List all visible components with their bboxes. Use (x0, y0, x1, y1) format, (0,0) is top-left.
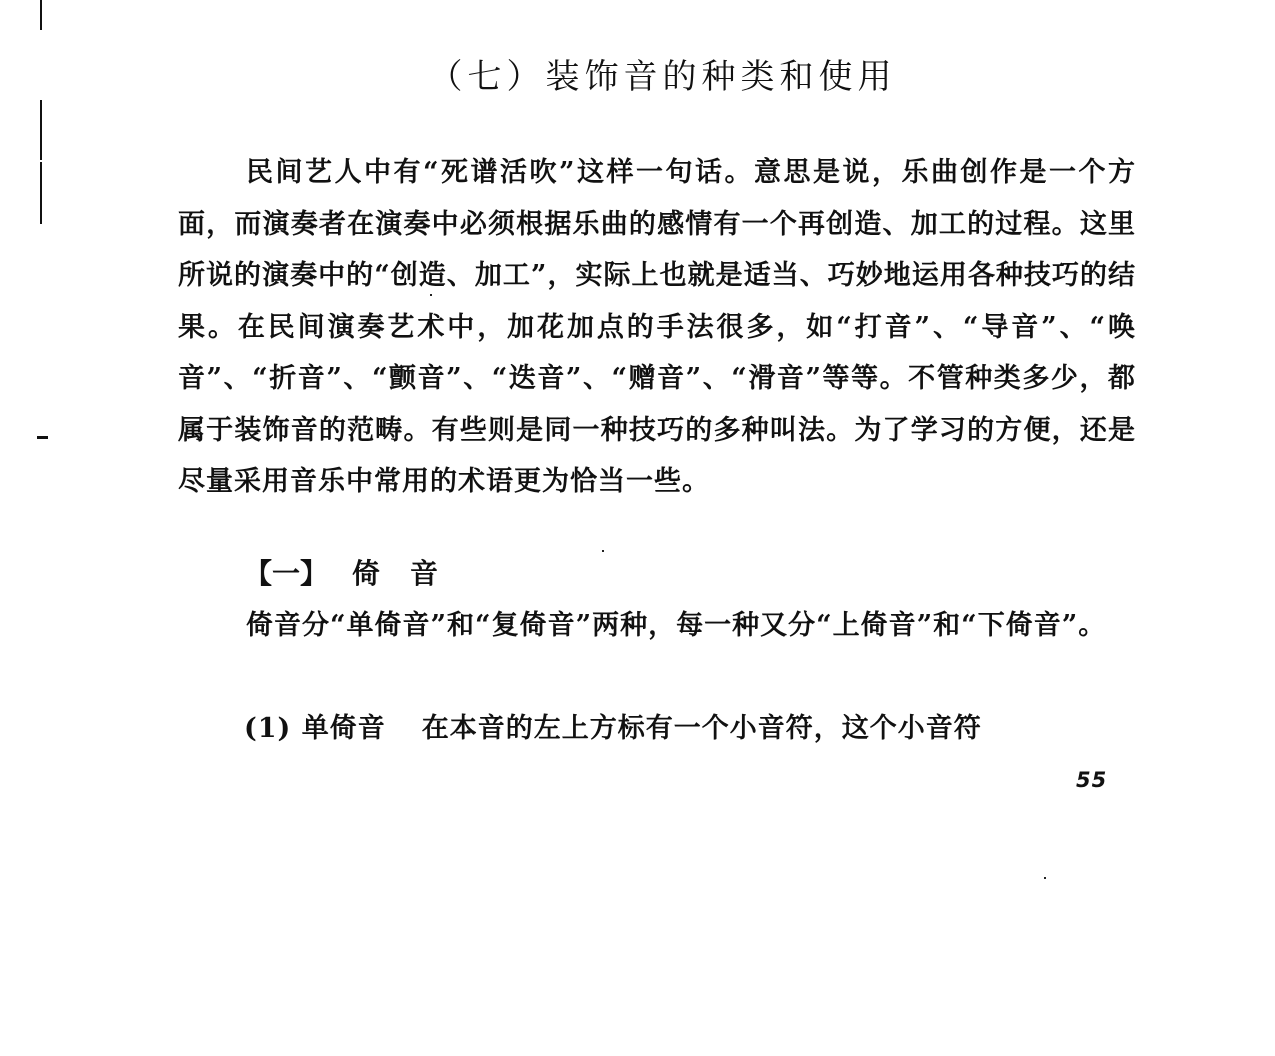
scan-margin-line-lower (40, 162, 42, 224)
section-heading (244, 548, 468, 599)
scan-margin-line-middle (40, 100, 42, 160)
scan-speck (1044, 877, 1046, 879)
intro-paragraph: 民间艺人中有“死谱活吹”这样一句话。意思是说，乐曲创作是一个方面，而演奏者在演奏中必须根据乐曲的感情有一个再创造、加工的过程。这里所说的演奏中的“创造、加工”，实际上也就是适当、巧妙地运用各种技巧的结果。在民间演奏艺术中，加花加点的手法很多，如“打音”、“导音”、“唤音”、“折音”、“颤音”、“迭音”、“赠音”、“滑音”等等。不管种类多少，都属于装饰音的范畴。有些则是同一种技巧的多种叫法。为了学习的方便，还是尽量采用音乐中常用的术语更为恰当一些。 (178, 157, 1136, 497)
scan-margin-dash (37, 436, 48, 439)
item-label: (1) 单倚音 (244, 713, 386, 744)
section-title: 倚音 (352, 557, 469, 590)
section-number: 【一】 (244, 557, 329, 590)
page-number: 55 (1076, 768, 1108, 792)
item-text: 在本音的左上方标有一个小音符，这个小音符 (421, 713, 982, 744)
item-paragraph (244, 703, 1136, 755)
section-paragraph: 倚音分“单倚音”和“复倚音”两种，每一种又分“上倚音”和“下倚音”。 (246, 610, 1107, 641)
scan-margin-line-top (40, 0, 42, 30)
scan-speck (602, 550, 604, 552)
page-title: （七）装饰音的种类和使用 (428, 57, 897, 97)
